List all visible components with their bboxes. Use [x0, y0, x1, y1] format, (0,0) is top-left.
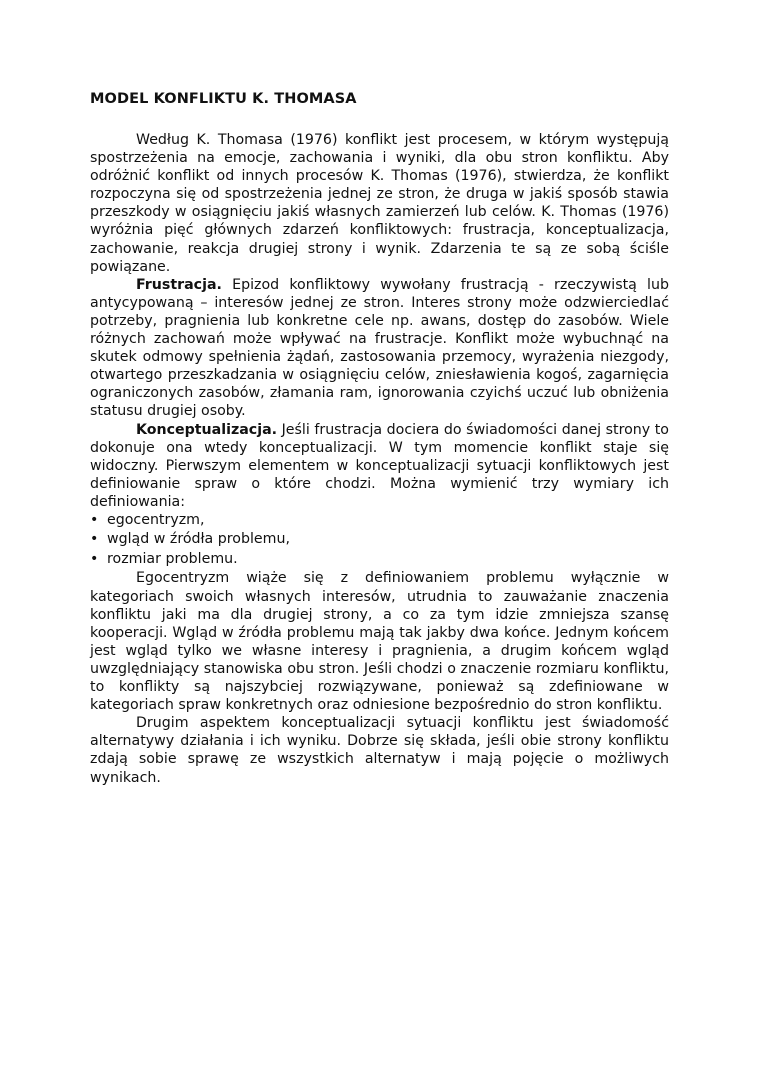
frustration-heading: Frustracja. [136, 276, 222, 293]
list-item [90, 550, 669, 570]
bullet-icon: • [90, 550, 99, 567]
list-item [90, 530, 669, 550]
list-item-text: egocentryzm, [107, 511, 205, 528]
frustration-text: Epizod konfliktowy wywołany frustracją - rzeczywistą lub antycypowaną – interesów jednej ze stron. Interes strony może odzwierciedlać potrzeby, pragnienia lub konkretne cele np. awans, dostęp do zasobów. Wiele różnych zachowań może wpływać na frustracje. Konflikt może wybuchnąć na skutek odmowy spełnienia żądań, zastosowania przemocy, wyrażenia niezgody, otwartego przeszkadzania w osiągnięciu celów, zniesławienia kogoś, zagarnięcia ograniczonych zasobów, złamania ram, ignorowania czyichś uczuć lub obniżenia statusu drugiej osoby. [90, 276, 669, 420]
conceptualization-paragraph [90, 421, 669, 511]
conceptualization-text: Jeśli frustracja dociera do świadomości danej strony to dokonuje ona wtedy konceptualizacji. W tym momencie konflikt staje się widoczny. Pierwszym elementem w konceptualizacji sytuacji konfliktowych jest definiowanie spraw o które chodzi. Można wymienić trzy wymiary ich definiowania: [90, 421, 669, 510]
egocentrism-paragraph: Egocentryzm wiąże się z definiowaniem problemu wyłącznie w kategoriach swoich własnych interesów, utrudnia to zauważanie znaczenia konfliktu jaki ma dla drugiej strony, a co za tym idzie zmniejsza szansę kooperacji. Wgląd w źródła problemu mają tak jakby dwa końce. Jednym końcem jest wgląd tylko we własne interesy i pragnienia, a drugim końcem wgląd uwzględniający stanowiska obu stron. Jeśli chodzi o znaczenie rozmiaru konfliktu, to konflikty są najszybciej rozwiązywane, ponieważ są zdefiniowane w kategoriach spraw konkretnych oraz odniesione bezpośrednio do stron konfliktu. [90, 570, 669, 714]
list-item [90, 511, 669, 531]
frustration-paragraph [90, 276, 669, 421]
second-aspect-paragraph: Drugim aspektem konceptualizacji sytuacji konfliktu jest świadomość alternatywy działania i ich wyniku. Dobrze się składa, jeśli obie strony konfliktu zdają sobie sprawę ze wszystkich alternatyw i mają pojęcie o możliwych wynikach. [90, 715, 669, 786]
list-item-text: wgląd w źródła problemu, [107, 531, 290, 548]
conceptualization-heading: Konceptualizacja. [136, 421, 278, 438]
intro-paragraph: Według K. Thomasa (1976) konflikt jest procesem, w którym występują spostrzeżenia na emocje, zachowania i wyniki, dla obu stron konfliktu. Aby odróżnić konflikt od innych procesów K. Thomas (1976), stwierdza, że konflikt rozpoczyna się od spostrzeżenia jednej ze stron, że druga w jakiś sposób stawia przeszkody w osiągnięciu jakiś własnych zamierzeń lub celów. K. Thomas (1976) wyróżnia pięć głównych zdarzeń konfliktowych: frustracja, konceptualizacja, zachowanie, reakcja drugiej strony i wynik. Zdarzenia te są ze sobą ściśle powiązane. [90, 132, 669, 275]
dimensions-list [90, 511, 669, 570]
list-item-text: rozmiar problemu. [107, 550, 238, 567]
document-title: MODEL KONFLIKTU K. THOMASA [90, 91, 357, 107]
bullet-icon: • [90, 531, 99, 548]
document-page [90, 88, 669, 787]
bullet-icon: • [90, 511, 99, 528]
